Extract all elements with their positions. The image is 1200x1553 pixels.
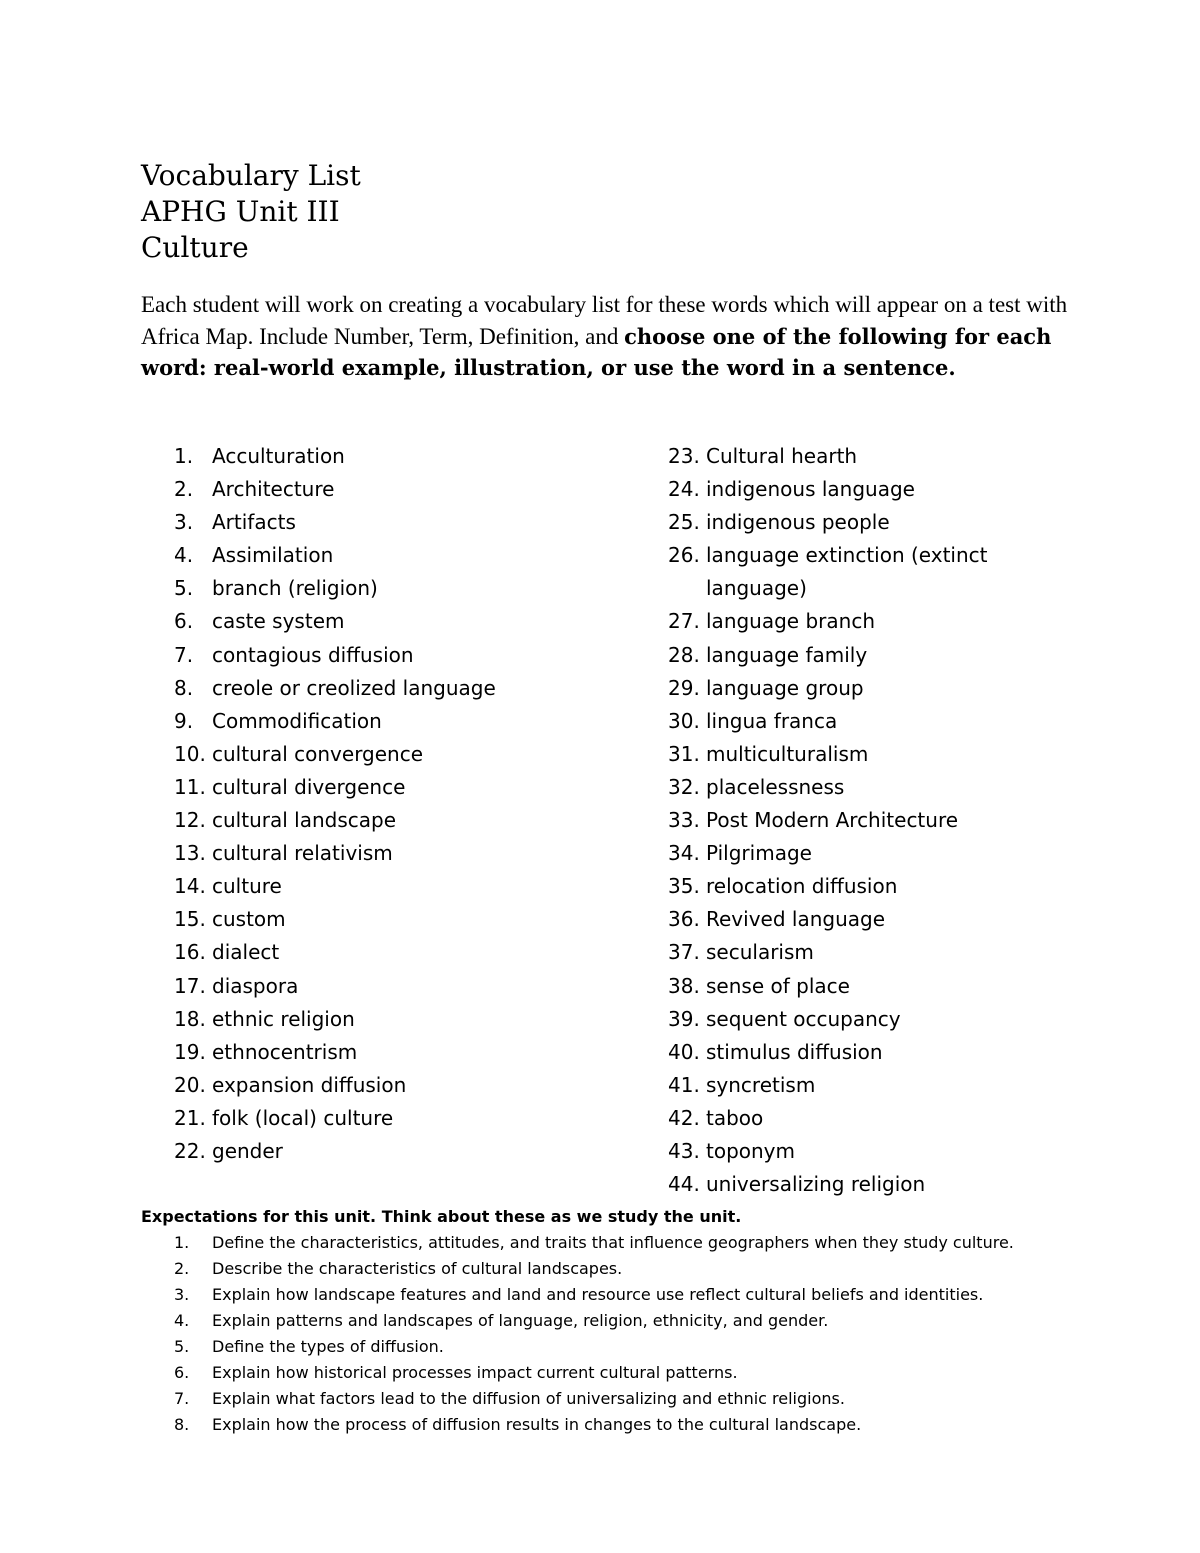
vocabulary-term: Artifacts — [212, 510, 296, 535]
expectations-list — [174, 1230, 1074, 1438]
vocabulary-item — [668, 804, 996, 837]
vocabulary-item — [668, 705, 996, 738]
vocabulary-item — [668, 672, 996, 705]
vocabulary-item — [174, 639, 502, 672]
vocabulary-item — [174, 870, 502, 903]
vocabulary-number: 1. — [174, 444, 194, 468]
vocabulary-number: 2. — [174, 477, 194, 502]
vocabulary-number: 31. — [668, 741, 700, 766]
title-line-1: Vocabulary List — [141, 159, 361, 192]
expectation-item — [174, 1412, 1074, 1438]
vocabulary-item — [174, 837, 502, 870]
vocabulary-term: gender — [212, 1138, 283, 1163]
vocabulary-term: placelessness — [706, 774, 845, 799]
vocabulary-number: 34. — [668, 841, 700, 866]
vocabulary-term: dialect — [212, 940, 280, 965]
vocabulary-term: secularism — [706, 940, 814, 965]
vocabulary-term: Architecture — [212, 477, 335, 502]
vocabulary-term: Acculturation — [212, 444, 345, 468]
vocabulary-term: sequent occupancy — [706, 1006, 901, 1031]
vocabulary-term: cultural landscape — [212, 808, 396, 833]
vocabulary-number: 23. — [668, 444, 700, 468]
instructions-emphasis: choose one of the following for each word: real-world example, illustration, or use the word in a sentence. — [141, 323, 1052, 380]
vocabulary-number: 29. — [668, 675, 700, 700]
vocabulary-term: stimulus diffusion — [706, 1039, 883, 1064]
expectation-number: 5. — [174, 1337, 190, 1356]
vocabulary-item — [174, 1003, 502, 1036]
vocabulary-number: 24. — [668, 477, 700, 502]
vocabulary-number: 18. — [174, 1006, 206, 1031]
vocabulary-number: 4. — [174, 543, 194, 568]
vocabulary-item — [668, 936, 996, 969]
vocabulary-list-right — [668, 440, 996, 1201]
expectation-item — [174, 1386, 1074, 1412]
title-line-3: Culture — [141, 231, 249, 264]
expectation-text: Define the types of diffusion. — [212, 1337, 444, 1356]
vocabulary-number: 21. — [174, 1105, 206, 1130]
vocabulary-item — [174, 804, 502, 837]
vocabulary-term: language family — [706, 642, 868, 667]
vocabulary-term: folk (local) culture — [212, 1105, 394, 1130]
vocabulary-term: sense of place — [706, 973, 850, 998]
vocabulary-number: 13. — [174, 841, 206, 866]
vocabulary-number: 22. — [174, 1138, 206, 1163]
expectation-number: 4. — [174, 1311, 190, 1330]
vocabulary-list-left — [174, 440, 502, 1168]
vocabulary-term: toponym — [706, 1138, 796, 1163]
instructions-paragraph — [141, 289, 1071, 384]
vocabulary-item — [174, 572, 502, 605]
vocabulary-term: expansion diffusion — [212, 1072, 407, 1097]
expectation-item — [174, 1334, 1074, 1360]
expectation-number: 6. — [174, 1363, 190, 1382]
vocabulary-item — [668, 1135, 996, 1168]
vocabulary-item — [174, 506, 502, 539]
vocabulary-term: contagious diffusion — [212, 642, 414, 667]
expectation-number: 3. — [174, 1285, 190, 1304]
vocabulary-term: Post Modern Architecture — [706, 808, 959, 833]
vocabulary-term: multiculturalism — [706, 741, 869, 766]
vocabulary-item — [174, 705, 502, 738]
vocabulary-number: 12. — [174, 808, 206, 833]
expectation-text: Describe the characteristics of cultural landscapes. — [212, 1259, 623, 1278]
vocabulary-term: taboo — [706, 1105, 764, 1130]
vocabulary-number: 32. — [668, 774, 700, 799]
vocabulary-number: 3. — [174, 510, 194, 535]
vocabulary-term: Cultural hearth — [706, 444, 858, 468]
vocabulary-item — [174, 1135, 502, 1168]
vocabulary-item — [174, 605, 502, 638]
vocabulary-term: indigenous language — [706, 477, 915, 502]
vocabulary-item — [668, 738, 996, 771]
expectation-number: 7. — [174, 1389, 190, 1408]
expectation-text: Explain patterns and landscapes of language, religion, ethnicity, and gender. — [212, 1311, 829, 1330]
vocabulary-number: 43. — [668, 1138, 700, 1163]
vocabulary-number: 7. — [174, 642, 194, 667]
vocabulary-item — [174, 539, 502, 572]
vocabulary-term: cultural convergence — [212, 741, 424, 766]
vocabulary-number: 6. — [174, 609, 194, 634]
expectation-number: 1. — [174, 1233, 190, 1252]
vocabulary-item — [174, 738, 502, 771]
vocabulary-term: relocation diffusion — [706, 874, 898, 899]
vocabulary-number: 9. — [174, 708, 194, 733]
vocabulary-item — [668, 473, 996, 506]
vocabulary-item — [668, 1168, 996, 1201]
vocabulary-item — [174, 771, 502, 804]
expectation-item — [174, 1308, 1074, 1334]
vocabulary-term: syncretism — [706, 1072, 816, 1097]
vocabulary-number: 37. — [668, 940, 700, 965]
vocabulary-number: 30. — [668, 708, 700, 733]
vocabulary-item — [668, 639, 996, 672]
vocabulary-number: 35. — [668, 874, 700, 899]
vocabulary-item — [668, 771, 996, 804]
vocabulary-item — [668, 1102, 996, 1135]
vocabulary-term: custom — [212, 907, 286, 932]
expectation-text: Explain how historical processes impact current cultural patterns. — [212, 1363, 738, 1382]
expectation-text: Explain how the process of diffusion results in changes to the cultural landscape. — [212, 1415, 862, 1434]
vocabulary-number: 26. — [668, 543, 700, 568]
vocabulary-item — [668, 970, 996, 1003]
vocabulary-term: Revived language — [706, 907, 886, 932]
vocabulary-item — [668, 870, 996, 903]
document-title — [141, 158, 361, 266]
expectation-text: Explain how landscape features and land and resource use reflect cultural beliefs and identities. — [212, 1285, 984, 1304]
vocabulary-term: cultural divergence — [212, 774, 406, 799]
vocabulary-number: 41. — [668, 1072, 700, 1097]
vocabulary-number: 40. — [668, 1039, 700, 1064]
vocabulary-number: 15. — [174, 907, 206, 932]
vocabulary-term: cultural relativism — [212, 841, 393, 866]
vocabulary-number: 44. — [668, 1172, 700, 1197]
vocabulary-term: caste system — [212, 609, 345, 634]
expectation-number: 8. — [174, 1415, 190, 1434]
expectation-item — [174, 1256, 1074, 1282]
vocabulary-term: language extinction (extinct language) — [706, 543, 988, 601]
vocabulary-item — [174, 903, 502, 936]
expectations-heading: Expectations for this unit. Think about these as we study the unit. — [141, 1207, 742, 1226]
vocabulary-term: ethnocentrism — [212, 1039, 358, 1064]
expectation-item — [174, 1282, 1074, 1308]
vocabulary-item — [668, 506, 996, 539]
vocabulary-item — [174, 936, 502, 969]
vocabulary-term: Assimilation — [212, 543, 334, 568]
vocabulary-number: 28. — [668, 642, 700, 667]
vocabulary-item — [668, 903, 996, 936]
vocabulary-item — [174, 672, 502, 705]
vocabulary-item — [668, 1036, 996, 1069]
vocabulary-number: 16. — [174, 940, 206, 965]
vocabulary-number: 27. — [668, 609, 700, 634]
vocabulary-item — [668, 440, 996, 473]
vocabulary-number: 42. — [668, 1105, 700, 1130]
vocabulary-number: 14. — [174, 874, 206, 899]
vocabulary-number: 20. — [174, 1072, 206, 1097]
vocabulary-item — [174, 1036, 502, 1069]
vocabulary-number: 39. — [668, 1006, 700, 1031]
expectation-item — [174, 1360, 1074, 1386]
vocabulary-term: language group — [706, 675, 864, 700]
vocabulary-number: 19. — [174, 1039, 206, 1064]
vocabulary-term: culture — [212, 874, 282, 899]
vocabulary-item — [174, 1069, 502, 1102]
vocabulary-item — [174, 1102, 502, 1135]
vocabulary-item — [174, 473, 502, 506]
vocabulary-number: 25. — [668, 510, 700, 535]
vocabulary-item — [174, 970, 502, 1003]
expectation-text: Explain what factors lead to the diffusion of universalizing and ethnic religions. — [212, 1389, 845, 1408]
expectation-number: 2. — [174, 1259, 190, 1278]
vocabulary-term: indigenous people — [706, 510, 890, 535]
vocabulary-term: Pilgrimage — [706, 841, 812, 866]
vocabulary-number: 5. — [174, 576, 194, 601]
vocabulary-item — [668, 837, 996, 870]
vocabulary-term: creole or creolized language — [212, 675, 496, 700]
vocabulary-term: universalizing religion — [706, 1172, 926, 1197]
vocabulary-item — [668, 539, 996, 605]
expectation-item — [174, 1230, 1074, 1256]
vocabulary-number: 8. — [174, 675, 194, 700]
expectation-text: Define the characteristics, attitudes, and traits that influence geographers when they study culture. — [212, 1233, 1014, 1252]
vocabulary-term: Commodification — [212, 708, 382, 733]
vocabulary-term: language branch — [706, 609, 875, 634]
vocabulary-number: 17. — [174, 973, 206, 998]
vocabulary-number: 33. — [668, 808, 700, 833]
vocabulary-number: 38. — [668, 973, 700, 998]
vocabulary-term: lingua franca — [706, 708, 838, 733]
vocabulary-item — [668, 1003, 996, 1036]
vocabulary-number: 36. — [668, 907, 700, 932]
vocabulary-term: branch (religion) — [212, 576, 378, 601]
vocabulary-number: 11. — [174, 774, 206, 799]
vocabulary-term: diaspora — [212, 973, 299, 998]
vocabulary-item — [668, 1069, 996, 1102]
vocabulary-number: 10. — [174, 741, 206, 766]
title-line-2: APHG Unit III — [141, 195, 340, 228]
vocabulary-term: ethnic religion — [212, 1006, 355, 1031]
instructions-text: Each student will work on creating a vocabulary list for these words which will appear on a test with Africa Map. Include Number, Term, Definition, and — [141, 292, 1068, 349]
vocabulary-item — [174, 440, 502, 473]
vocabulary-item — [668, 605, 996, 638]
